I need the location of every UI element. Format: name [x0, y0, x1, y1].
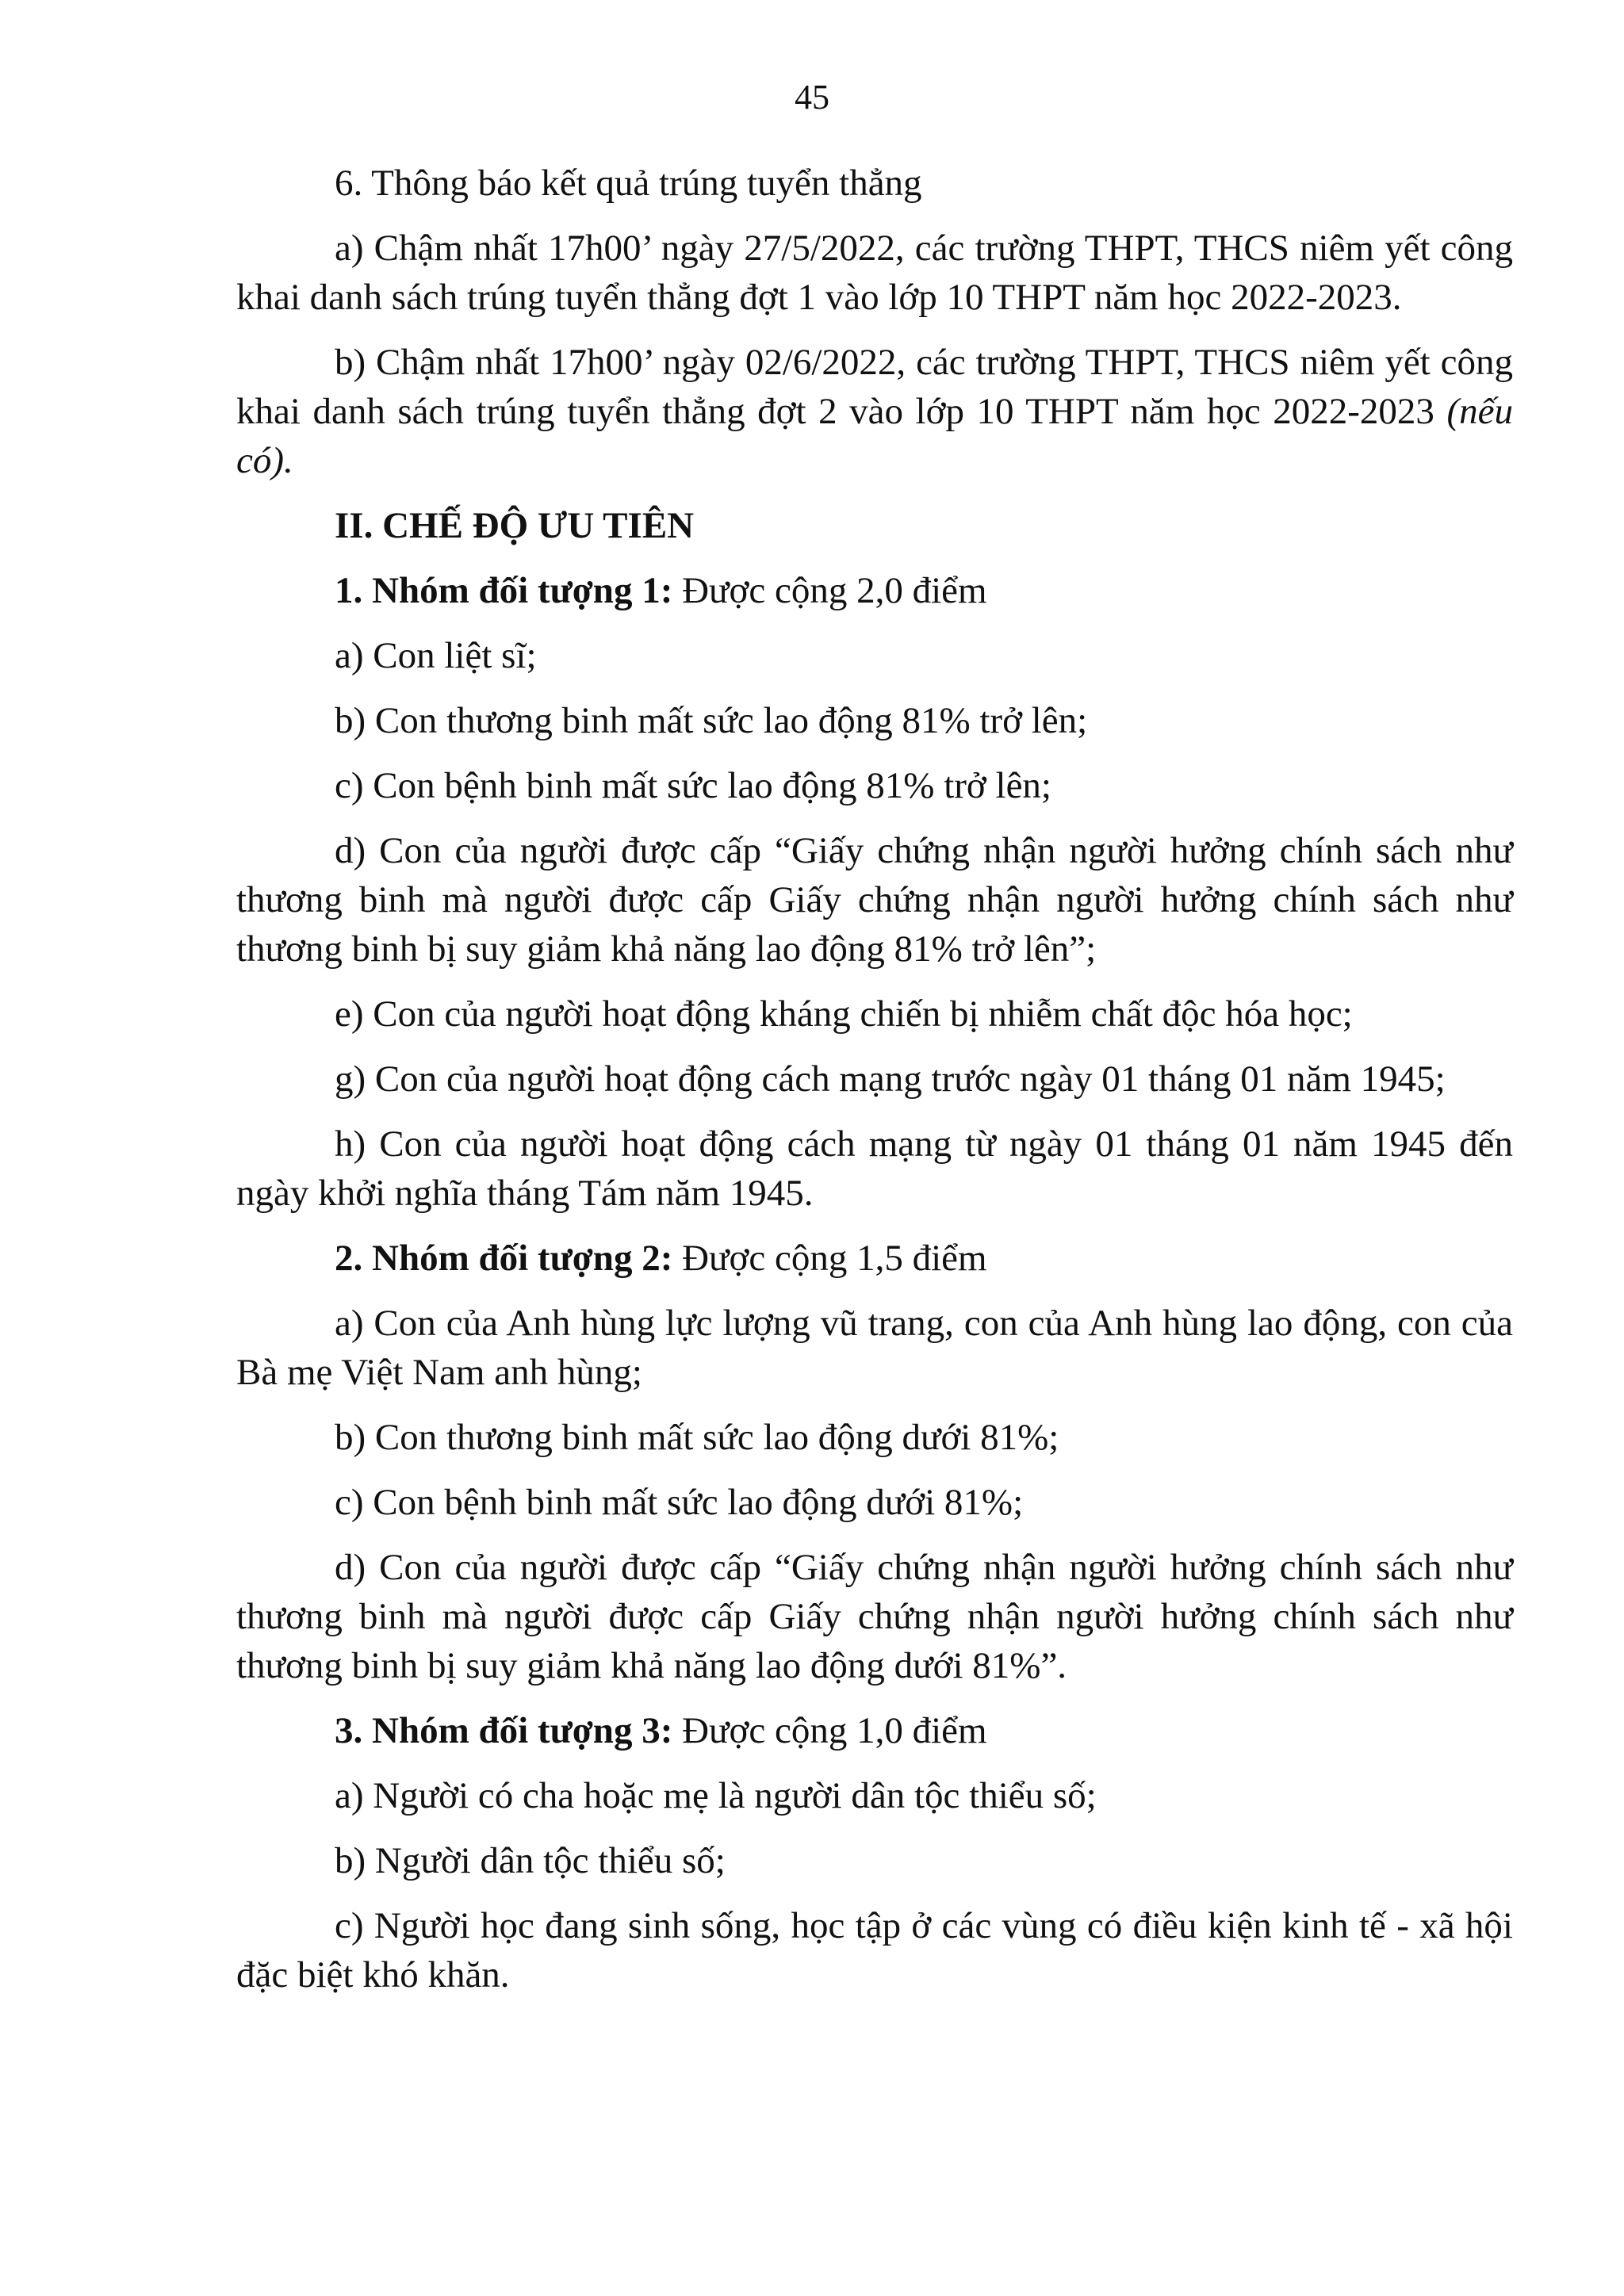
group-1-item-e: e) Con của người hoạt động kháng chiến bị nhiễm chất độc hóa học; — [335, 993, 1353, 1035]
group-2-text: Được cộng 1,5 điểm — [672, 1238, 987, 1279]
section-ii-heading: II. CHẾ ĐỘ ƯU TIÊN — [335, 505, 695, 546]
group-1-item-g: g) Con của người hoạt động cách mạng trước ngày 01 tháng 01 năm 1945; — [335, 1058, 1446, 1100]
group-1-item-h: h) Con của người hoạt động cách mạng từ ngày 01 tháng 01 năm 1945 đến ngày khởi nghĩa tháng Tám năm 1945. — [236, 1123, 1513, 1214]
group-2-item-a: a) Con của Anh hùng lực lượng vũ trang, con của Anh hùng lao động, con của Bà mẹ Việt Nam anh hùng; — [236, 1303, 1513, 1393]
group-1-heading — [236, 566, 1513, 615]
group-3-item-b: b) Người dân tộc thiểu số; — [335, 1840, 726, 1881]
paragraph-6a: a) Chậm nhất 17h00’ ngày 27/5/2022, các trường THPT, THCS niêm yết công khai danh sách trúng tuyển thẳng đợt 1 vào lớp 10 THPT năm học 2022-2023. — [236, 228, 1513, 318]
page-number: 45 — [795, 78, 829, 117]
group-3-label: 3. Nhóm đối tượng 3: — [335, 1710, 673, 1751]
group-2-item-c: c) Con bệnh binh mất sức lao động dưới 81%; — [335, 1482, 1024, 1523]
group-1-item-b: b) Con thương binh mất sức lao động 81% trở lên; — [335, 700, 1088, 741]
document-body — [236, 159, 1513, 2015]
group-3-text: Được cộng 1,0 điểm — [672, 1710, 987, 1751]
group-2-heading — [236, 1234, 1513, 1283]
group-1-label: 1. Nhóm đối tượng 1: — [335, 570, 673, 611]
group-2-item-b: b) Con thương binh mất sức lao động dưới 81%; — [335, 1417, 1059, 1458]
paragraph-6b — [236, 338, 1513, 485]
section-6-heading: 6. Thông báo kết quả trúng tuyển thẳng — [335, 163, 922, 204]
group-1-item-c: c) Con bệnh binh mất sức lao động 81% trở lên; — [335, 765, 1051, 806]
paragraph-6b-note: (nếu có). — [236, 391, 1514, 481]
group-3-item-c: c) Người học đang sinh sống, học tập ở các vùng có điều kiện kinh tế - xã hội đặc biệt khó khăn. — [236, 1905, 1513, 1996]
group-3-item-a: a) Người có cha hoặc mẹ là người dân tộc thiểu số; — [335, 1775, 1097, 1816]
group-1-item-a: a) Con liệt sĩ; — [335, 635, 537, 676]
paragraph-6b-text: b) Chậm nhất 17h00’ ngày 02/6/2022, các trường THPT, THCS niêm yết công khai danh sách trúng tuyển thẳng đợt 2 vào lớp 10 THPT năm học 2022-2023 — [236, 342, 1513, 432]
group-3-heading — [236, 1706, 1513, 1755]
group-1-item-d: d) Con của người được cấp “Giấy chứng nhận người hưởng chính sách như thương binh mà người được cấp Giấy chứng nhận người hưởng chính sách như thương binh bị suy giảm khả năng lao động 81% trở lên”; — [236, 830, 1513, 970]
group-2-label: 2. Nhóm đối tượng 2: — [335, 1238, 673, 1279]
group-2-item-d: d) Con của người được cấp “Giấy chứng nhận người hưởng chính sách như thương binh mà người được cấp Giấy chứng nhận người hưởng chính sách như thương binh bị suy giảm khả năng lao động dưới 81%”. — [236, 1547, 1513, 1686]
group-1-text: Được cộng 2,0 điểm — [672, 570, 987, 611]
